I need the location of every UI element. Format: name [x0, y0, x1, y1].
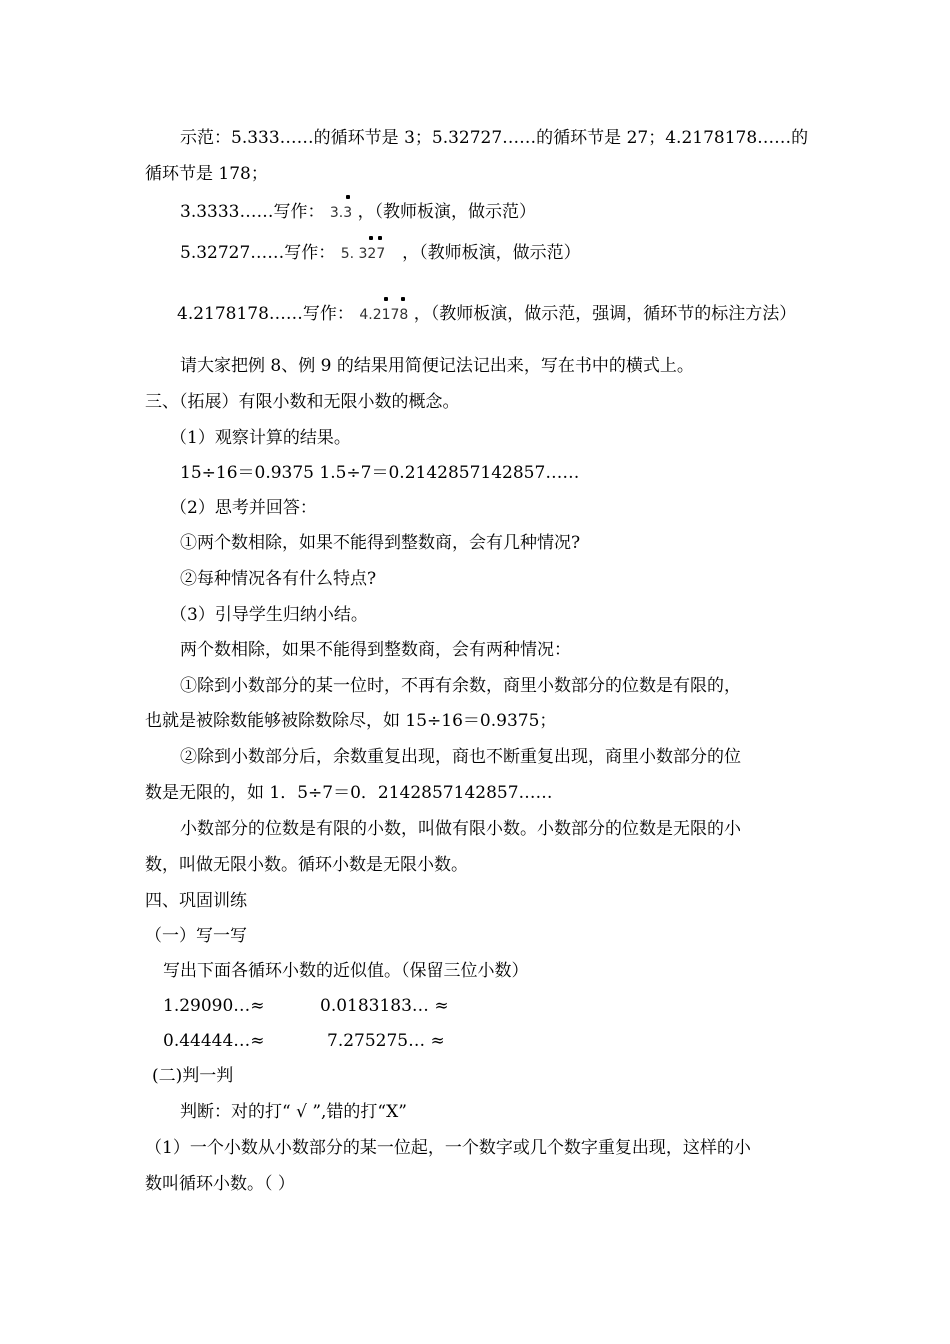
summary-case-2: ②除到小数部分后，余数重复出现，商也不断重复出现，商里小数部分的位 [180, 747, 741, 767]
judgement-item-1-cont: 数叫循环小数。（ ） [145, 1174, 295, 1194]
example-line-1: 示范：5.333……的循环节是 3；5.32727……的循环节是 27；4.2178178……的 [180, 128, 809, 148]
notation-row-1 [180, 200, 536, 225]
notation-label-3: 4.2178178……写作： [177, 304, 354, 324]
paragraph: 请大家把例 8、例 9 的结果用简便记法记出来，写在书中的横式上。 [180, 356, 694, 376]
exercise-item: 0.44444…≈ [163, 1031, 265, 1051]
notation-row-3 [177, 302, 796, 327]
question-2: ②每种情况各有什么特点? [180, 569, 377, 589]
summary-case-1: ①除到小数部分的某一位时，不再有余数，商里小数部分的位数是有限的， [180, 676, 741, 696]
definition-cont: 数，叫做无限小数。循环小数是无限小数。 [145, 855, 468, 875]
exercise-1-instruction: 写出下面各循环小数的近似值。（保留三位小数） [163, 961, 529, 981]
notation-note-1: ，（教师板演，做示范） [357, 202, 537, 222]
question-1: ①两个数相除，如果不能得到整数商，会有几种情况? [180, 533, 581, 553]
notation-note-3: ，（教师板演，做示范，强调，循环节的标注方法） [413, 304, 797, 324]
section-heading-4: 四、巩固训练 [145, 891, 247, 911]
example-line-2: 循环节是 178； [145, 164, 268, 184]
repeat-dot [384, 297, 388, 301]
repeat-dot [378, 236, 382, 240]
repeating-decimal-image-2: 5. 327 [341, 242, 397, 266]
repeat-dot [346, 195, 350, 199]
step-3: （3）引导学生归纳小结。 [170, 605, 368, 625]
notation-label-1: 3.3333……写作： [180, 202, 325, 222]
step-1: （1）观察计算的结果。 [170, 428, 351, 448]
notation-note-2: ，（教师板演，做示范） [402, 243, 581, 263]
summary-case-2-cont: 数是无限的，如 1．5÷7＝0．2142857142857…… [145, 783, 553, 803]
exercise-2-heading: (二)判一判 [152, 1066, 234, 1086]
exercise-item: 0.0183183… ≈ [320, 996, 449, 1016]
exercise-1-heading: （一）写一写 [145, 926, 247, 946]
exercise-2-instruction: 判断：对的打“ √ ”,错的打“X” [180, 1102, 407, 1122]
exercise-item: 1.29090…≈ [163, 996, 265, 1016]
repeating-decimal-image-1: 3.3 [330, 201, 352, 225]
repeat-dot [401, 297, 405, 301]
calculation-line: 15÷16＝0.9375 1.5÷7＝0.2142857142857…… [180, 463, 580, 483]
judgement-item-1: （1）一个小数从小数部分的某一位起，一个数字或几个数字重复出现，这样的小 [145, 1138, 751, 1158]
summary-intro: 两个数相除，如果不能得到整数商，会有两种情况： [180, 640, 571, 660]
notation-row-2 [180, 241, 581, 266]
repeating-decimal-image-3: 4.2178 [359, 303, 408, 327]
repeat-dot [369, 236, 373, 240]
notation-label-2: 5.32727……写作： [180, 243, 336, 263]
summary-case-1-cont: 也就是被除数能够被除数除尽，如 15÷16＝0.9375； [145, 711, 557, 731]
definition: 小数部分的位数是有限的小数，叫做有限小数。小数部分的位数是无限的小 [180, 819, 741, 839]
step-2: （2）思考并回答： [170, 498, 317, 518]
section-heading-3: 三、（拓展）有限小数和无限小数的概念。 [145, 392, 460, 412]
exercise-item: 7.275275… ≈ [327, 1031, 445, 1051]
